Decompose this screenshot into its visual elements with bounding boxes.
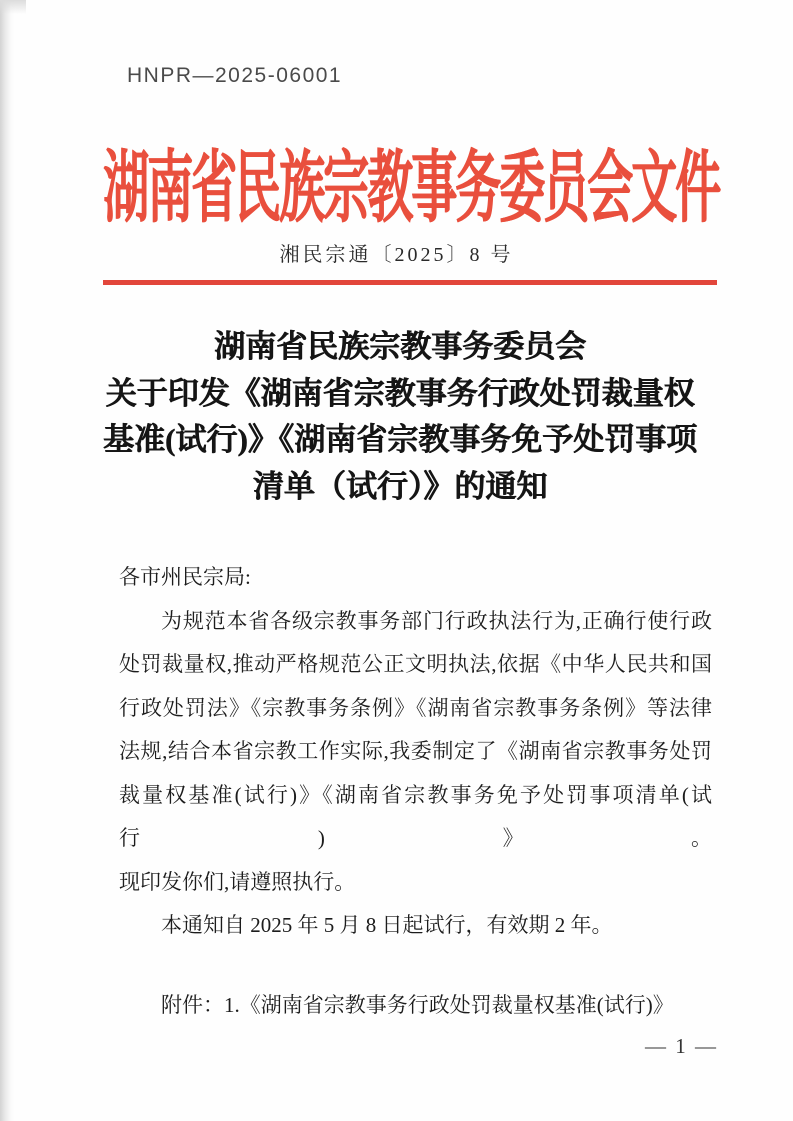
red-divider-rule <box>103 280 717 285</box>
agency-banner-title: 湖南省民族宗教事务委员会文件 <box>103 144 719 232</box>
red-header-banner <box>103 126 717 238</box>
body-line-3: 行政处罚法》《宗教事务条例》《湖南省宗教事务条例》等法律 <box>119 695 712 720</box>
notice-title-line-1: 湖南省民族宗教事务委员会 <box>214 329 586 364</box>
notice-body <box>119 556 712 1027</box>
attachment-line: 附件：1.《湖南省宗教事务行政处罚裁量权基准(试行)》 <box>161 992 674 1017</box>
scan-left-edge <box>0 0 15 1121</box>
notice-title-line-3: 基准(试行)》《湖南省宗教事务免予处罚事项 <box>102 422 698 457</box>
page-number: — 1 — <box>645 1034 718 1058</box>
body-line-6: 现印发你们,请遵照执行。 <box>119 869 356 894</box>
scan-top-corner <box>0 0 26 14</box>
vertical-gap <box>119 948 712 984</box>
effective-date-line: 本通知自 2025 年 5 月 8 日起试行，有效期 2 年。 <box>161 913 613 937</box>
notice-title-line-2: 关于印发《湖南省宗教事务行政处罚裁量权 <box>105 375 695 411</box>
salutation: 各市州民宗局: <box>119 565 251 589</box>
body-line-5: 裁量权基准(试行)》《湖南省宗教事务免予处罚事项清单(试行)》。 <box>119 782 712 850</box>
notice-title-line-4: 清单（试行）》的通知 <box>252 468 548 504</box>
document-code: HNPR—2025-06001 <box>127 64 343 87</box>
notice-title <box>90 324 710 510</box>
body-line-2: 处罚裁量权,推动严格规范公正文明执法,依据《中华人民共和国 <box>119 652 712 676</box>
reference-number: 湘民宗通〔2025〕8 号 <box>279 244 514 266</box>
body-line-4: 法规,结合本省宗教工作实际,我委制定了《湖南省宗教事务处罚 <box>119 739 712 763</box>
body-line-1: 为规范本省各级宗教事务部门行政执法行为,正确行使行政 <box>161 608 712 633</box>
